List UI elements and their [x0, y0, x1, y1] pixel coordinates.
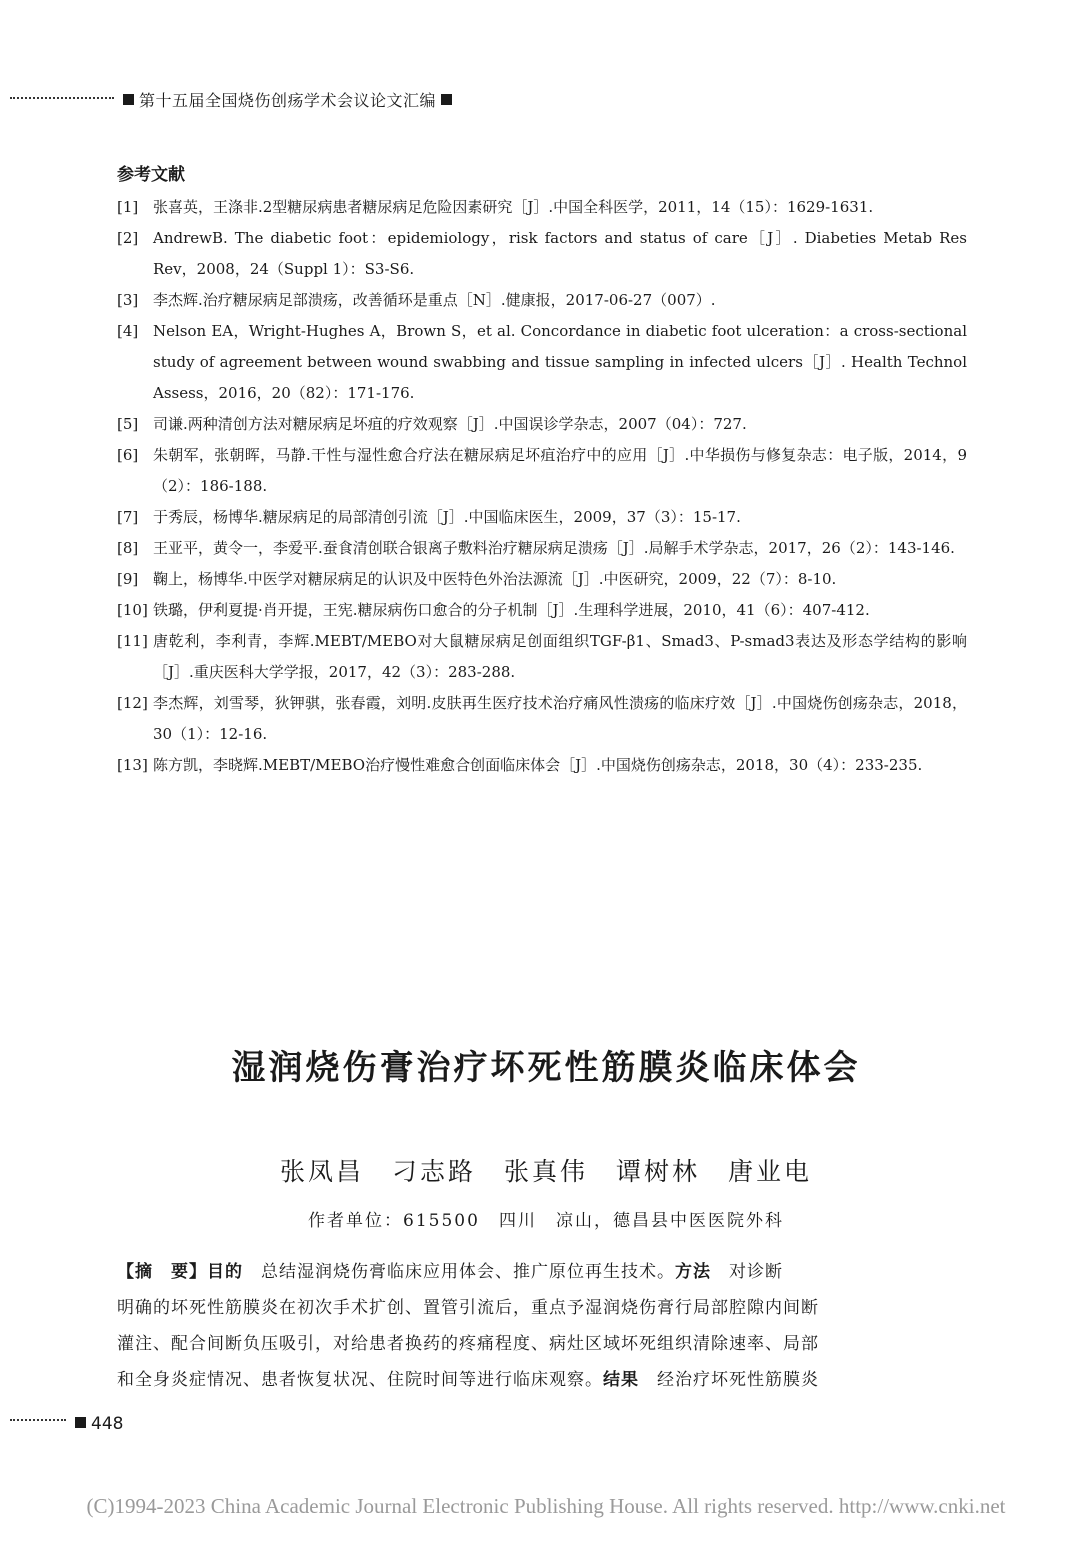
square-bullet-icon [123, 94, 134, 105]
reference-text: 陈方凯，李晓辉.MEBT/MEBO治疗慢性难愈合创面临床体会［J］.中国烧伤创疡杂志，2018，30（4）：233-235. [153, 756, 923, 774]
reference-number: [2] [117, 229, 139, 247]
reference-item [117, 688, 967, 750]
article-title: 湿润烧伤膏治疗坏死性筋膜炎临床体会 [231, 1048, 861, 1088]
reference-text: 李杰辉.治疗糖尿病足部溃疡，改善循环是重点［N］.健康报，2017-06-27（007）. [153, 291, 716, 309]
method-text: 和全身炎症情况、患者恢复状况、住院时间等进行临床观察。 [117, 1370, 603, 1390]
reference-text: 李杰辉，刘雪琴，狄钾骐，张春霞，刘明.皮肤再生医疗技术治疗痛风性溃疡的临床疗效［J］.中国烧伤创疡杂志，2018，30（1）：12-16. [153, 694, 967, 743]
reference-text: 唐乾利，李利青，李辉.MEBT/MEBO对大鼠糖尿病足创面组织TGF-β1、Smad3、P-smad3表达及形态学结构的影响［J］.重庆医科大学学报，2017，42（3）：283-288. [153, 632, 967, 681]
reference-number: [11] [117, 632, 148, 650]
square-bullet-icon [75, 1417, 86, 1428]
reference-text: 铁璐，伊利夏提·肖开提，王宪.糖尿病伤口愈合的分子机制［J］.生理科学进展，2010，41（6）：407-412. [153, 601, 870, 619]
purpose-text: 总结湿润烧伤膏临床应用体会、推广原位再生技术。 [261, 1262, 675, 1282]
reference-text: AndrewB. The diabetic foot：epidemiology，risk factors and status of care［J］. Diabeties Metab Res Rev，2008，24（Suppl 1）：S3-S6. [153, 229, 967, 278]
author-affiliation: 作者单位：615500 四川 凉山，德昌县中医医院外科 [308, 1211, 784, 1231]
result-label: 结果 [603, 1370, 639, 1390]
reference-item [117, 223, 967, 285]
method-text: 对诊断 [729, 1262, 783, 1282]
reference-item [117, 502, 967, 533]
method-label: 方法 [675, 1262, 711, 1282]
author-list [0, 1152, 1092, 1188]
abstract-line: 灌注、配合间断负压吸引，对给患者换药的疼痛程度、病灶区域坏死组织清除速率、局部 [117, 1334, 819, 1354]
reference-item [117, 564, 967, 595]
reference-number: [12] [117, 694, 148, 712]
reference-text: 鞠上，杨博华.中医学对糖尿病足的认识及中医特色外治法源流［J］.中医研究，2009，22（7）：8-10. [153, 570, 837, 588]
abstract-label: 【摘 要】 [117, 1262, 207, 1282]
reference-text: 司谦.两种清创方法对糖尿病足坏疽的疗效观察［J］.中国误诊学杂志，2007（04）：727. [153, 415, 747, 433]
reference-number: [7] [117, 508, 139, 526]
reference-text: Nelson EA，Wright-Hughes A，Brown S，et al. Concordance in diabetic foot ulceration：a cross-sectional study of agreement between wound swabbing and tissue sampling in infected ulcers［J］. Health Technol Assess，2016，20（82）：171-176. [153, 322, 967, 402]
reference-item [117, 750, 967, 781]
reference-number: [1] [117, 198, 139, 216]
reference-text: 王亚平，黄令一，李爱平.蚕食清创联合银离子敷料治疗糖尿病足溃疡［J］.局解手术学杂志，2017，26（2）：143-146. [153, 539, 955, 557]
reference-number: [5] [117, 415, 139, 433]
author-name: 张凤昌 [279, 1157, 364, 1186]
reference-list [117, 192, 967, 781]
page-number: 448 [91, 1414, 124, 1434]
running-title: 第十五届全国烧伤创疡学术会议论文汇编 [139, 91, 437, 110]
author-name: 张真伟 [503, 1157, 588, 1186]
page-footer [10, 1414, 123, 1434]
reference-item [117, 316, 967, 409]
reference-item [117, 409, 967, 440]
reference-number: [6] [117, 446, 139, 464]
copyright-watermark: (C)1994-2023 China Academic Journal Electronic Publishing House. All rights reserved. http://www.cnki.net [86, 1494, 1006, 1518]
result-text: 经治疗坏死性筋膜炎 [657, 1370, 819, 1390]
reference-item [117, 440, 967, 502]
dotted-leader [10, 97, 114, 99]
author-name: 唐业电 [728, 1157, 813, 1186]
references-section [117, 160, 967, 781]
reference-text: 朱朝军，张朝晖，马静.干性与湿性愈合疗法在糖尿病足坏疽治疗中的应用［J］.中华损伤与修复杂志：电子版，2014，9（2）：186-188. [153, 446, 967, 495]
reference-item [117, 285, 967, 316]
reference-number: [8] [117, 539, 139, 557]
references-title: 参考文献 [117, 165, 185, 185]
author-name: 谭树林 [616, 1157, 701, 1186]
reference-number: [4] [117, 322, 139, 340]
running-header [10, 88, 457, 111]
abstract-line [117, 1254, 967, 1290]
reference-number: [13] [117, 756, 148, 774]
reference-item [117, 595, 967, 626]
purpose-label: 目的 [207, 1262, 243, 1282]
reference-item [117, 533, 967, 564]
reference-number: [10] [117, 601, 148, 619]
reference-number: [3] [117, 291, 139, 309]
reference-text: 于秀辰，杨博华.糖尿病足的局部清创引流［J］.中国临床医生，2009，37（3）：15-17. [153, 508, 741, 526]
reference-item [117, 192, 967, 223]
square-bullet-icon [441, 94, 452, 105]
abstract-line: 明确的坏死性筋膜炎在初次手术扩创、置管引流后，重点予湿润烧伤膏行局部腔隙内间断 [117, 1298, 819, 1318]
author-name: 刁志路 [391, 1157, 476, 1186]
reference-text: 张喜英，王涤非.2型糖尿病患者糖尿病足危险因素研究［J］.中国全科医学，2011，14（15）：1629-1631. [153, 198, 874, 216]
abstract [117, 1254, 967, 1398]
reference-item [117, 626, 967, 688]
reference-number: [9] [117, 570, 139, 588]
dotted-leader [10, 1419, 66, 1421]
abstract-line [117, 1362, 967, 1398]
